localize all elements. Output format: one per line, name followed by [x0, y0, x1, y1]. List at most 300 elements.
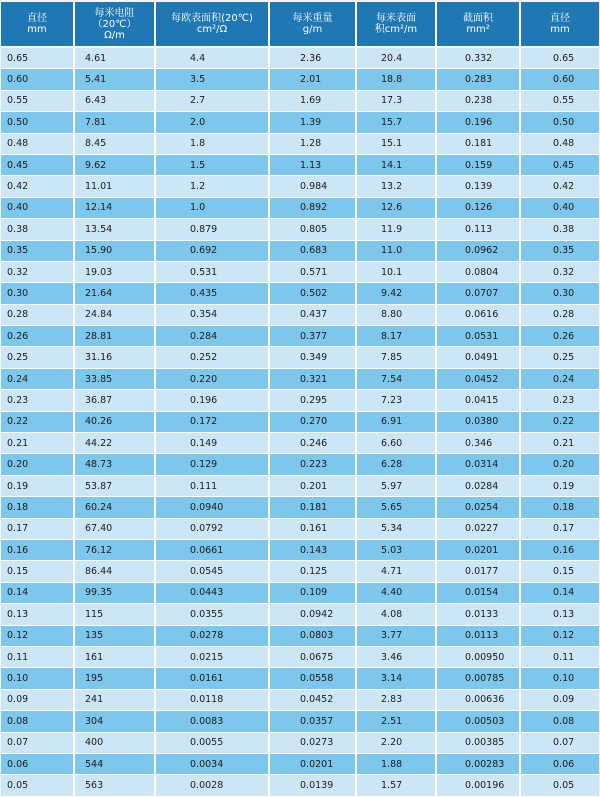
- table-cell: 36.87: [74, 390, 155, 411]
- header-label-line: （20℃）: [92, 18, 137, 30]
- table-cell: 0.238: [436, 90, 520, 111]
- table-cell: 0.23: [1, 390, 74, 411]
- table-row: [1, 326, 599, 347]
- table-cell: 2.7: [155, 90, 269, 111]
- table-cell: 0.38: [1, 219, 74, 240]
- table-cell: 0.0113: [436, 625, 520, 646]
- table-cell: 0.13: [520, 604, 599, 625]
- table-cell: 0.08: [520, 711, 599, 732]
- table-cell: 2.51: [356, 711, 436, 732]
- table-cell: 15.1: [356, 133, 436, 154]
- table-cell: 1.57: [356, 775, 436, 796]
- table-cell: 8.17: [356, 326, 436, 347]
- table-cell: 0.05: [1, 775, 74, 796]
- table-cell: 7.85: [356, 347, 436, 368]
- table-cell: 0.246: [269, 433, 356, 454]
- surface-per-meter-header: [356, 2, 436, 47]
- table-cell: 0.346: [436, 433, 520, 454]
- table-cell: 0.332: [436, 47, 520, 69]
- table-cell: 0.0314: [436, 454, 520, 475]
- table-cell: 0.149: [155, 433, 269, 454]
- table-cell: 5.03: [356, 539, 436, 560]
- table-cell: 0.0133: [436, 604, 520, 625]
- table-cell: 2.20: [356, 732, 436, 753]
- table-row: [1, 240, 599, 261]
- table-cell: 0.0940: [155, 497, 269, 518]
- table-cell: 0.321: [269, 368, 356, 389]
- table-cell: 0.00283: [436, 753, 520, 774]
- header-label-line: 每欧表面积(20℃): [171, 13, 253, 24]
- header-row: [1, 2, 599, 47]
- table-cell: 0.38: [520, 219, 599, 240]
- table-cell: 0.692: [155, 240, 269, 261]
- table-cell: 0.349: [269, 347, 356, 368]
- table-cell: 0.0254: [436, 497, 520, 518]
- header-label-line: 积cm²/m: [374, 24, 418, 35]
- table-cell: 8.45: [74, 133, 155, 154]
- table-cell: 0.0803: [269, 625, 356, 646]
- table-cell: 0.252: [155, 347, 269, 368]
- table-cell: 0.24: [1, 368, 74, 389]
- table-cell: 4.40: [356, 582, 436, 603]
- table-cell: 195: [74, 668, 155, 689]
- table-cell: 0.11: [1, 646, 74, 667]
- table-cell: 86.44: [74, 561, 155, 582]
- table-cell: 0.571: [269, 261, 356, 282]
- table-cell: 21.64: [74, 283, 155, 304]
- table-cell: 0.07: [520, 732, 599, 753]
- table-cell: 13.2: [356, 176, 436, 197]
- table-cell: 33.85: [74, 368, 155, 389]
- table-cell: 0.0491: [436, 347, 520, 368]
- table-cell: 99.35: [74, 582, 155, 603]
- table-row: [1, 668, 599, 689]
- table-cell: 0.805: [269, 219, 356, 240]
- table-cell: 0.683: [269, 240, 356, 261]
- table-cell: 0.0154: [436, 582, 520, 603]
- table-cell: 0.25: [1, 347, 74, 368]
- table-cell: 18.8: [356, 69, 436, 90]
- table-cell: 0.435: [155, 283, 269, 304]
- table-row: [1, 304, 599, 325]
- table-cell: 0.48: [520, 133, 599, 154]
- table-row: [1, 368, 599, 389]
- table-cell: 0.879: [155, 219, 269, 240]
- table-cell: 11.01: [74, 176, 155, 197]
- table-cell: 0.12: [520, 625, 599, 646]
- table-cell: 0.00196: [436, 775, 520, 796]
- table-cell: 0.0055: [155, 732, 269, 753]
- cross-section-header: [436, 2, 520, 47]
- table-cell: 19.03: [74, 261, 155, 282]
- table-cell: 1.5: [155, 154, 269, 175]
- table-cell: 0.48: [1, 133, 74, 154]
- table-row: [1, 283, 599, 304]
- table-cell: 241: [74, 689, 155, 710]
- table-header: [1, 2, 599, 47]
- table-cell: 11.0: [356, 240, 436, 261]
- table-cell: 0.161: [269, 518, 356, 539]
- table-row: [1, 347, 599, 368]
- table-cell: 0.172: [155, 411, 269, 432]
- table-cell: 48.73: [74, 454, 155, 475]
- table-cell: 0.26: [1, 326, 74, 347]
- table-row: [1, 47, 599, 69]
- table-cell: 0.0792: [155, 518, 269, 539]
- table-cell: 0.0201: [269, 753, 356, 774]
- table-cell: 0.00503: [436, 711, 520, 732]
- table-row: [1, 775, 599, 796]
- table-cell: 0.0177: [436, 561, 520, 582]
- table-cell: 0.15: [1, 561, 74, 582]
- table-row: [1, 582, 599, 603]
- table-cell: 0.0452: [269, 689, 356, 710]
- table-cell: 0.196: [436, 112, 520, 133]
- table-row: [1, 753, 599, 774]
- table-cell: 0.50: [520, 112, 599, 133]
- table-row: [1, 133, 599, 154]
- table-row: [1, 689, 599, 710]
- table-cell: 14.1: [356, 154, 436, 175]
- table-cell: 2.36: [269, 47, 356, 69]
- table-cell: 0.09: [520, 689, 599, 710]
- table-cell: 40.26: [74, 411, 155, 432]
- table-cell: 3.46: [356, 646, 436, 667]
- table-cell: 0.14: [1, 582, 74, 603]
- table-cell: 0.22: [520, 411, 599, 432]
- table-cell: 0.55: [1, 90, 74, 111]
- table-cell: 0.0707: [436, 283, 520, 304]
- table-cell: 0.23: [520, 390, 599, 411]
- table-row: [1, 604, 599, 625]
- table-cell: 0.0355: [155, 604, 269, 625]
- table-cell: 0.0034: [155, 753, 269, 774]
- table-cell: 0.10: [1, 668, 74, 689]
- table-cell: 6.60: [356, 433, 436, 454]
- table-cell: 0.32: [520, 261, 599, 282]
- table-cell: 0.13: [1, 604, 74, 625]
- resistance-header: [74, 2, 155, 47]
- table-cell: 0.65: [1, 47, 74, 69]
- table-cell: 0.16: [520, 539, 599, 560]
- table-cell: 0.125: [269, 561, 356, 582]
- table-cell: 0.17: [1, 518, 74, 539]
- table-cell: 0.0278: [155, 625, 269, 646]
- header-label-line: Ω/m: [104, 29, 125, 41]
- table-cell: 0.220: [155, 368, 269, 389]
- table-cell: 7.54: [356, 368, 436, 389]
- table-cell: 0.126: [436, 197, 520, 218]
- table-cell: 0.19: [520, 475, 599, 496]
- table-cell: 17.3: [356, 90, 436, 111]
- table-cell: 0.531: [155, 261, 269, 282]
- table-cell: 0.21: [520, 433, 599, 454]
- table-cell: 0.0545: [155, 561, 269, 582]
- table-cell: 4.08: [356, 604, 436, 625]
- table-cell: 2.01: [269, 69, 356, 90]
- table-cell: 0.0118: [155, 689, 269, 710]
- table-cell: 0.159: [436, 154, 520, 175]
- table-cell: 60.24: [74, 497, 155, 518]
- table-cell: 76.12: [74, 539, 155, 560]
- table-cell: 3.14: [356, 668, 436, 689]
- table-cell: 0.20: [520, 454, 599, 475]
- table-cell: 0.354: [155, 304, 269, 325]
- table-row: [1, 69, 599, 90]
- header-label-line: mm: [550, 24, 570, 35]
- table-cell: 0.0675: [269, 646, 356, 667]
- table-cell: 0.109: [269, 582, 356, 603]
- header-label-line: 直径: [27, 13, 47, 24]
- table-cell: 0.0962: [436, 240, 520, 261]
- table-cell: 0.0452: [436, 368, 520, 389]
- table-cell: 53.87: [74, 475, 155, 496]
- table-cell: 0.437: [269, 304, 356, 325]
- table-cell: 5.41: [74, 69, 155, 90]
- table-cell: 9.62: [74, 154, 155, 175]
- table-cell: 0.40: [1, 197, 74, 218]
- table-row: [1, 219, 599, 240]
- table-cell: 0.284: [155, 326, 269, 347]
- table-cell: 0.892: [269, 197, 356, 218]
- table-cell: 12.14: [74, 197, 155, 218]
- table-row: [1, 154, 599, 175]
- table-row: [1, 646, 599, 667]
- table-cell: 0.181: [436, 133, 520, 154]
- table-cell: 0.11: [520, 646, 599, 667]
- table-cell: 0.00950: [436, 646, 520, 667]
- table-cell: 1.2: [155, 176, 269, 197]
- table-cell: 0.14: [520, 582, 599, 603]
- table-cell: 0.26: [520, 326, 599, 347]
- table-cell: 0.111: [155, 475, 269, 496]
- table-cell: 0.50: [1, 112, 74, 133]
- table-cell: 0.60: [520, 69, 599, 90]
- table-cell: 0.0804: [436, 261, 520, 282]
- table-cell: 24.84: [74, 304, 155, 325]
- table-cell: 0.12: [1, 625, 74, 646]
- table-cell: 0.201: [269, 475, 356, 496]
- table-cell: 0.35: [520, 240, 599, 261]
- table-cell: 6.91: [356, 411, 436, 432]
- table-row: [1, 261, 599, 282]
- table-cell: 0.143: [269, 539, 356, 560]
- table-cell: 0.377: [269, 326, 356, 347]
- table-cell: 1.39: [269, 112, 356, 133]
- table-cell: 0.06: [1, 753, 74, 774]
- table-cell: 1.28: [269, 133, 356, 154]
- table-cell: 0.15: [520, 561, 599, 582]
- table-cell: 2.83: [356, 689, 436, 710]
- table-cell: 0.0558: [269, 668, 356, 689]
- table-cell: 0.00785: [436, 668, 520, 689]
- table-cell: 0.0028: [155, 775, 269, 796]
- table-cell: 13.54: [74, 219, 155, 240]
- table-cell: 544: [74, 753, 155, 774]
- table-cell: 0.196: [155, 390, 269, 411]
- header-label-line: 直径: [550, 13, 570, 24]
- table-row: [1, 90, 599, 111]
- table-cell: 0.45: [520, 154, 599, 175]
- table-row: [1, 112, 599, 133]
- table-cell: 11.9: [356, 219, 436, 240]
- table-cell: 0.0616: [436, 304, 520, 325]
- table-cell: 6.28: [356, 454, 436, 475]
- table-cell: 304: [74, 711, 155, 732]
- table-row: [1, 497, 599, 518]
- table-cell: 0.00636: [436, 689, 520, 710]
- table-cell: 2.0: [155, 112, 269, 133]
- table-cell: 15.90: [74, 240, 155, 261]
- table-cell: 44.22: [74, 433, 155, 454]
- table-cell: 0.0201: [436, 539, 520, 560]
- table-cell: 6.43: [74, 90, 155, 111]
- table-cell: 0.65: [520, 47, 599, 69]
- table-cell: 0.19: [1, 475, 74, 496]
- table-cell: 12.6: [356, 197, 436, 218]
- table-cell: 31.16: [74, 347, 155, 368]
- table-row: [1, 454, 599, 475]
- table-cell: 0.22: [1, 411, 74, 432]
- header-label-line: g/m: [302, 24, 323, 35]
- table-cell: 0.0215: [155, 646, 269, 667]
- table-cell: 1.8: [155, 133, 269, 154]
- table-cell: 0.30: [520, 283, 599, 304]
- table-cell: 0.60: [1, 69, 74, 90]
- table-cell: 0.42: [520, 176, 599, 197]
- table-row: [1, 561, 599, 582]
- table-cell: 0.181: [269, 497, 356, 518]
- header-label-line: 截面积: [463, 13, 493, 24]
- table-row: [1, 390, 599, 411]
- table-cell: 1.13: [269, 154, 356, 175]
- table-cell: 563: [74, 775, 155, 796]
- table-cell: 0.0942: [269, 604, 356, 625]
- table-cell: 0.0284: [436, 475, 520, 496]
- diameter-header-right: [520, 2, 599, 47]
- table-cell: 0.0443: [155, 582, 269, 603]
- table-cell: 0.42: [1, 176, 74, 197]
- table-row: [1, 411, 599, 432]
- table-cell: 0.25: [520, 347, 599, 368]
- table-cell: 5.97: [356, 475, 436, 496]
- table-cell: 0.24: [520, 368, 599, 389]
- table-cell: 4.71: [356, 561, 436, 582]
- table-cell: 9.42: [356, 283, 436, 304]
- table-row: [1, 475, 599, 496]
- table-cell: 0.270: [269, 411, 356, 432]
- table-cell: 0.21: [1, 433, 74, 454]
- table-cell: 1.69: [269, 90, 356, 111]
- table-cell: 0.45: [1, 154, 74, 175]
- table-cell: 0.0415: [436, 390, 520, 411]
- table-cell: 0.295: [269, 390, 356, 411]
- table-cell: 28.81: [74, 326, 155, 347]
- table-cell: 0.10: [520, 668, 599, 689]
- table-cell: 5.65: [356, 497, 436, 518]
- table-cell: 3.5: [155, 69, 269, 90]
- table-cell: 0.08: [1, 711, 74, 732]
- table-cell: 0.30: [1, 283, 74, 304]
- table-cell: 67.40: [74, 518, 155, 539]
- header-label-line: mm: [27, 24, 47, 35]
- table-body: [1, 47, 599, 796]
- table-row: [1, 732, 599, 753]
- table-cell: 7.23: [356, 390, 436, 411]
- table-cell: 0.07: [1, 732, 74, 753]
- table-cell: 0.502: [269, 283, 356, 304]
- table-cell: 0.09: [1, 689, 74, 710]
- surface-per-ohm-header: [155, 2, 269, 47]
- table-cell: 0.17: [520, 518, 599, 539]
- table-cell: 0.0083: [155, 711, 269, 732]
- table-cell: 0.113: [436, 219, 520, 240]
- table-cell: 0.16: [1, 539, 74, 560]
- table-cell: 0.05: [520, 775, 599, 796]
- table-cell: 0.0380: [436, 411, 520, 432]
- table-cell: 10.1: [356, 261, 436, 282]
- table-row: [1, 518, 599, 539]
- header-label-line: 每米重量: [292, 13, 333, 24]
- header-label-line: 每米表面: [376, 13, 416, 24]
- table-cell: 0.35: [1, 240, 74, 261]
- table-cell: 1.88: [356, 753, 436, 774]
- table-cell: 20.4: [356, 47, 436, 69]
- table-row: [1, 433, 599, 454]
- table-cell: 0.0161: [155, 668, 269, 689]
- table-cell: 0.18: [520, 497, 599, 518]
- table-cell: 7.81: [74, 112, 155, 133]
- table-cell: 161: [74, 646, 155, 667]
- header-label-line: cm²/Ω: [196, 24, 228, 35]
- table-cell: 0.0227: [436, 518, 520, 539]
- table-cell: 15.7: [356, 112, 436, 133]
- table-cell: 0.18: [1, 497, 74, 518]
- diameter-header: [1, 2, 74, 47]
- table-cell: 0.984: [269, 176, 356, 197]
- wire-spec-table: [1, 2, 599, 797]
- table-cell: 3.77: [356, 625, 436, 646]
- table-cell: 0.55: [520, 90, 599, 111]
- table-cell: 0.0661: [155, 539, 269, 560]
- table-cell: 0.20: [1, 454, 74, 475]
- table-cell: 0.0531: [436, 326, 520, 347]
- table-cell: 1.0: [155, 197, 269, 218]
- table-cell: 0.0139: [269, 775, 356, 796]
- table-cell: 400: [74, 732, 155, 753]
- table-cell: 135: [74, 625, 155, 646]
- table-row: [1, 197, 599, 218]
- table-cell: 0.139: [436, 176, 520, 197]
- table-cell: 8.80: [356, 304, 436, 325]
- table-row: [1, 625, 599, 646]
- table-cell: 0.0273: [269, 732, 356, 753]
- table-cell: 4.61: [74, 47, 155, 69]
- table-cell: 0.28: [1, 304, 74, 325]
- table-cell: 0.283: [436, 69, 520, 90]
- table-cell: 0.223: [269, 454, 356, 475]
- table-cell: 0.28: [520, 304, 599, 325]
- table-cell: 0.32: [1, 261, 74, 282]
- table-cell: 115: [74, 604, 155, 625]
- table-cell: 0.06: [520, 753, 599, 774]
- table-cell: 0.00385: [436, 732, 520, 753]
- table-cell: 4.4: [155, 47, 269, 69]
- header-label-line: mm²: [466, 24, 490, 35]
- table-row: [1, 539, 599, 560]
- table-row: [1, 176, 599, 197]
- header-label-line: 每米电阻: [94, 7, 135, 19]
